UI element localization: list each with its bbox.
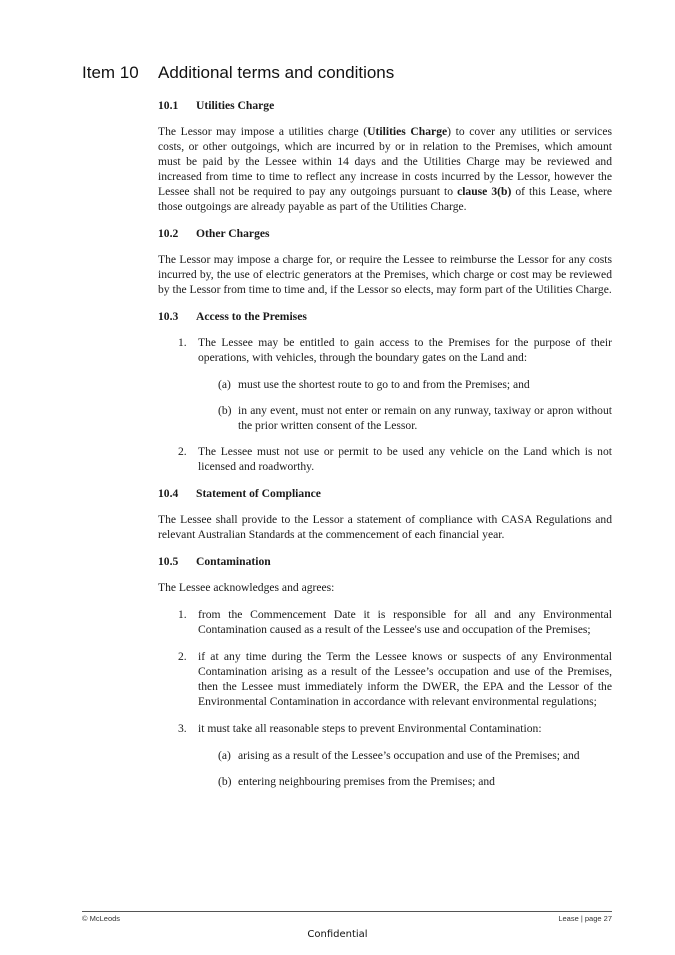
section-heading [158,98,612,113]
list-item [158,444,612,474]
section-title: Statement of Compliance [196,487,321,500]
section-heading [158,226,612,241]
item-heading [82,63,394,83]
list-marker: (b) [218,404,232,417]
list-marker: 1. [178,336,187,349]
list-item-text: it must take all reasonable steps to prevent Environmental Contamination: [198,722,542,735]
paragraph [158,124,612,214]
text-run: The Lessor may impose a utilities charge ( [158,125,368,138]
section-title: Utilities Charge [196,99,275,112]
text-run: ) to cover any utilities or services costs, or other outgoings, which are incurred by or in relation to the Premises, which amount must be paid by the Lessee within 14 days and the Utilities Charge may be reviewed and increased from time to time to reflect any increase in costs incurred by the Lessor, however the Lessee shall not be required to pay any outgoings pursuant to [158,125,612,198]
list-item-text: The Lessee must not use or permit to be used any vehicle on the Land which is not licensed and roadworthy. [198,445,612,473]
section-title: Contamination [196,555,271,568]
footer-copyright: © McLeods [82,914,121,923]
document-body [158,98,612,801]
defined-term: Utilities Charge [367,125,448,138]
sub-list-item [158,774,612,789]
clause-reference: clause 3(b) [457,185,512,198]
list-item-text: if at any time during the Term the Lessee knows or suspects of any Environmental Contamination arising as a result of the Lessee’s occupation and use of the Premises, then the Lessee must immediately inform the DWER, the EPA and the Lessor of the Environmental Contamination in accordance with relevant environmental regulations; [198,650,612,708]
list-item [158,649,612,709]
list-marker: 2. [178,650,187,663]
item-number: Item 10 [82,63,139,82]
sub-list-item [158,748,612,763]
list-marker: 2. [178,445,187,458]
numbered-list [158,335,612,474]
sub-list-item [158,377,612,392]
section-number: 10.4 [158,487,179,500]
paragraph: The Lessee acknowledges and agrees: [158,581,335,594]
text-run: of this Lease, where those outgoings are already payable as part of the Utilities Charge. [158,185,612,213]
section-number: 10.1 [158,99,179,112]
list-marker: 1. [178,608,187,621]
section-number: 10.5 [158,555,179,568]
section-heading [158,554,612,569]
sub-list-item [158,403,612,433]
footer-page-label: Lease | page 27 [558,914,612,923]
list-item [158,607,612,637]
list-marker: (a) [218,749,231,762]
section-number: 10.2 [158,227,179,240]
list-marker: 3. [178,722,187,735]
list-marker: (b) [218,775,232,788]
list-item-text: from the Commencement Date it is responsible for all and any Environmental Contamination caused as a result of the Lessee's use and occupation of the Premises; [198,608,612,636]
section-title: Other Charges [196,227,270,240]
section-heading [158,309,612,324]
list-item [158,335,612,365]
confidential-label: Confidential [307,929,368,940]
numbered-list [158,607,612,789]
list-marker: (a) [218,378,231,391]
list-item-text: in any event, must not enter or remain on any runway, taxiway or apron without the prior written consent of the Lessor. [238,404,612,432]
list-item-text: The Lessee may be entitled to gain access to the Premises for the purpose of their operations, with vehicles, through the boundary gates on the Land and: [198,336,612,364]
paragraph: The Lessor may impose a charge for, or require the Lessee to reimburse the Lessor for any costs incurred by, the use of electric generators at the Premises, which charge or cost may be reviewed by the Lessor from time to time and, if the Lessor so elects, may form part of the Utilities Charge. [158,253,612,296]
list-item [158,721,612,736]
list-item-text: arising as a result of the Lessee’s occupation and use of the Premises; and [238,749,580,762]
paragraph: The Lessee shall provide to the Lessor a statement of compliance with CASA Regulations and relevant Australian Standards at the commencement of each financial year. [158,513,612,541]
section-number: 10.3 [158,310,179,323]
footer-divider [82,911,612,912]
section-heading [158,486,612,501]
section-title: Access to the Premises [196,310,307,323]
list-item-text: entering neighbouring premises from the Premises; and [238,775,495,788]
item-title: Additional terms and conditions [158,63,395,82]
list-item-text: must use the shortest route to go to and from the Premises; and [238,378,530,391]
